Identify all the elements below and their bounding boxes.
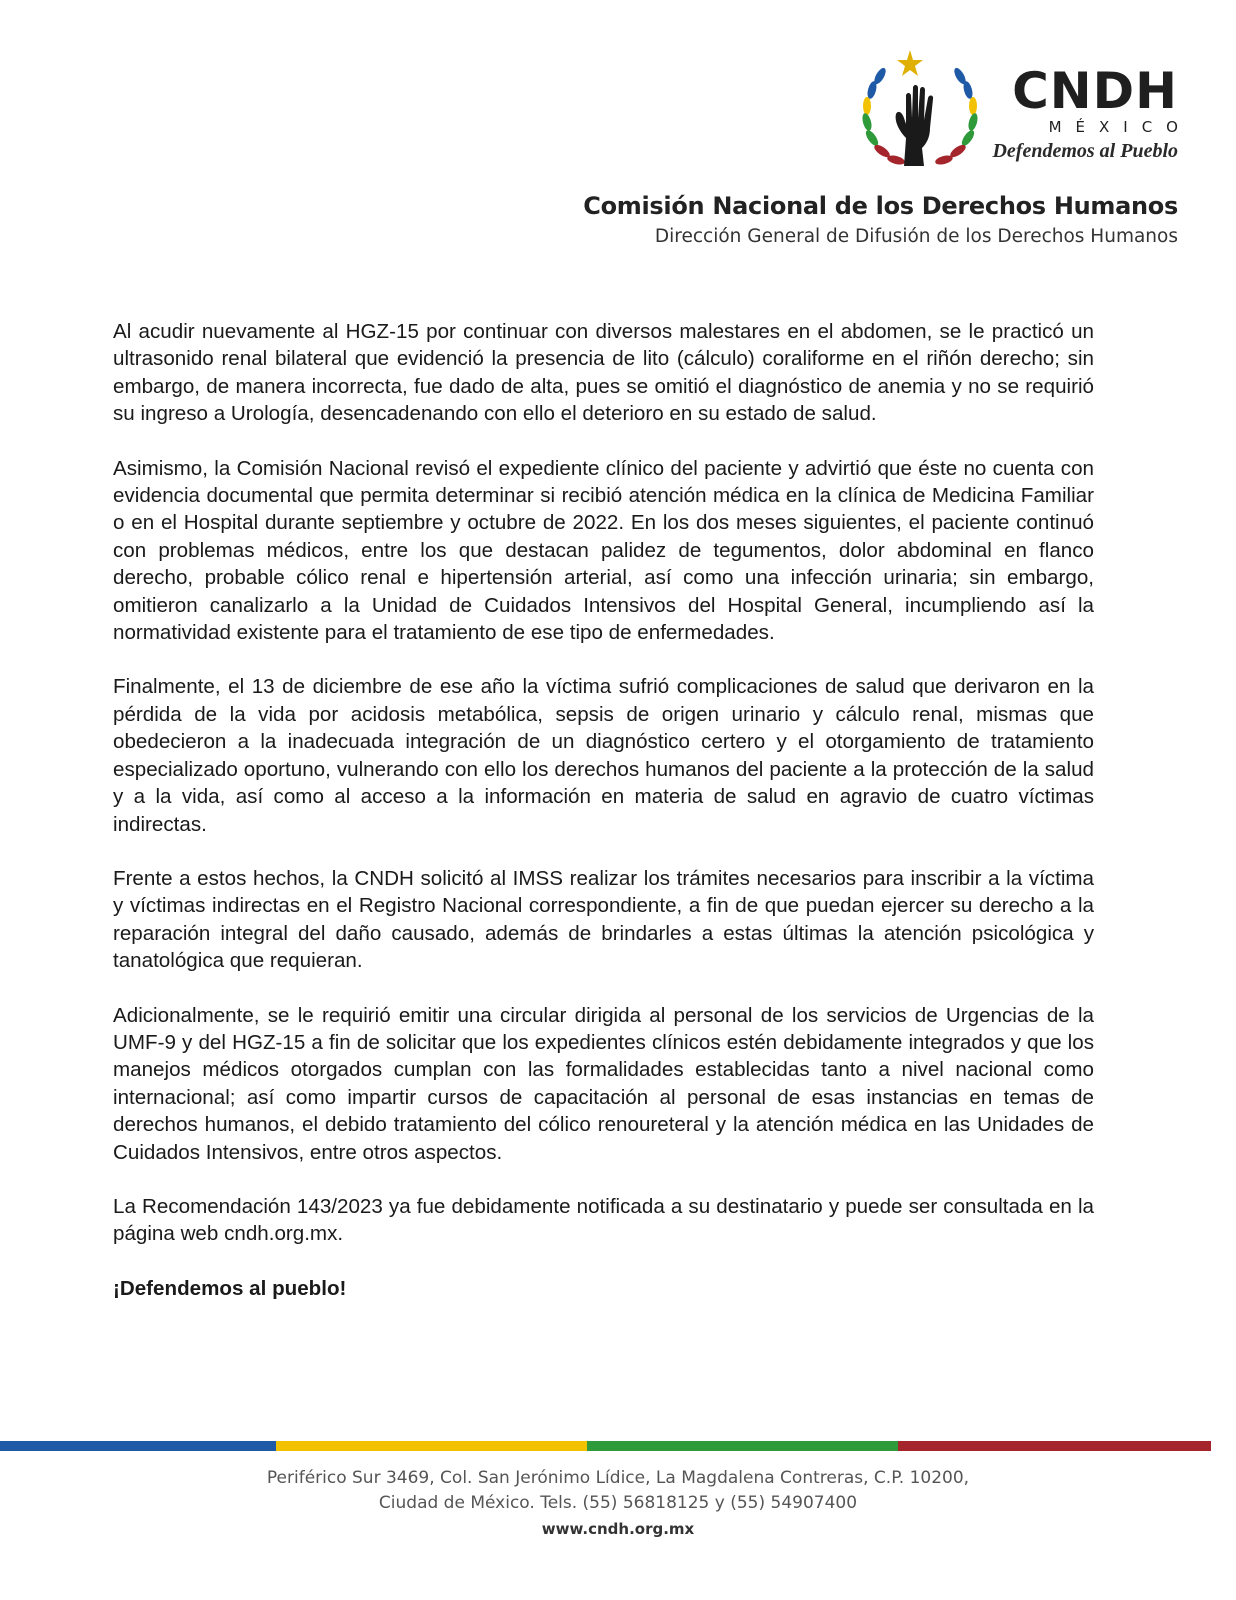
department-subtitle: Dirección General de Difusión de los Derechos Humanos — [654, 226, 1178, 247]
closing-slogan: ¡Defendemos al pueblo! — [113, 1276, 347, 1300]
footer-stripe-green — [587, 1441, 898, 1451]
footer-address-line-2: Ciudad de México. Tels. (55) 56818125 y (55) 54907400 — [378, 1493, 858, 1513]
paragraph-1: Al acudir nuevamente al HGZ-15 por continuar con diversos malestares en el abdomen, se le practicó un ultrasonido renal bilateral que evidenció la presencia de lito (cálculo) coraliforme en el riñón derecho; sin embargo, de manera incorrecta, fue dado de alta, pues se omitió el diagnóstico de anemia y no se requirió su ingreso a Urología, desencadenando con ello el deterioro en su estado de salud. — [113, 320, 1094, 426]
paragraph-2: Asimismo, la Comisión Nacional revisó el expediente clínico del paciente y advirtió que éste no cuenta con evidencia documental que permita determinar si recibió atención médica en la clínica de Medicina Familiar o en el Hospital durante septiembre y octubre de 2022. En los dos meses siguientes, el paciente continuó con problemas médicos, entre los que destacan palidez de tegumentos, dolor abdominal en flanco derecho, probable cólico renal e hipertensión arterial, así como una infección urinaria; sin embargo, omitieron canalizarlo a la Unidad de Cuidados Intensivos del Hospital General, incumpliendo así la normatividad existente para el tratamiento de ese tipo de enfermedades. — [113, 456, 1094, 645]
footer-stripe-yellow — [276, 1441, 587, 1451]
hand-icon — [896, 85, 934, 166]
paragraph-3: Finalmente, el 13 de diciembre de ese año la víctima sufrió complicaciones de salud que derivaron en la pérdida de la vida por acidosis metabólica, sepsis de origen urinario y cálculo renal, mismas que obedecieron a la inadecuada integración de un diagnóstico certero y el otorgamiento de tratamiento especializado oportuno, vulnerando con ello los derechos humanos del paciente a la protección de la salud y a la vida, así como al acceso a la información en materia de salud en agravio de cuatro víctimas indirectas. — [113, 675, 1094, 836]
brand-name: CNDH — [1012, 62, 1178, 120]
organization-title: Comisión Nacional de los Derechos Humanos — [583, 192, 1178, 220]
brand-block — [988, 62, 1192, 163]
footer-website-link[interactable]: www.cndh.org.mx — [541, 1520, 695, 1538]
footer-address-line-1: Periférico Sur 3469, Col. San Jerónimo Lídice, La Magdalena Contreras, C.P. 10200, — [266, 1468, 970, 1488]
paragraph-6: La Recomendación 143/2023 ya fue debidamente notificada a su destinatario y puede ser consultada en la página web cndh.org.mx. — [113, 1194, 1094, 1246]
footer — [0, 1466, 1236, 1542]
footer-stripe-blue — [0, 1441, 276, 1451]
press-release-body — [113, 318, 1094, 1329]
raised-hand-emblem-icon — [860, 48, 1000, 178]
footer-stripe-red — [898, 1441, 1211, 1451]
cndh-logo — [860, 48, 1192, 178]
right-laurel-icon — [934, 66, 979, 166]
paragraph-5: Adicionalmente, se le requirió emitir una circular dirigida al personal de los servicios de Urgencias de la UMF-9 y del HGZ-15 a fin de solicitar que los expedientes clínicos estén debidamente integrados y que los manejos médicos otorgados cumplan con las formalidades establecidas tanto a nivel nacional como internacional; así como impartir cursos de capacitación al personal de esas instancias en temas de derechos humanos, el debido tratamiento del cólico renoureteral y la atención médica en las Unidades de Cuidados Intensivos, entre otros aspectos. — [113, 1003, 1094, 1164]
star-icon — [897, 50, 923, 76]
brand-country: MÉXICO — [1048, 118, 1192, 136]
paragraph-4: Frente a estos hechos, la CNDH solicitó al IMSS realizar los trámites necesarios para inscribir a la víctima y víctimas indirectas en el Registro Nacional correspondiente, a fin de que puedan ejercer su derecho a la reparación integral del daño causado, además de brindarles a estas últimas la atención psicológica y tanatológica que requieran. — [113, 866, 1094, 973]
brand-slogan: Defendemos al Pueblo — [992, 140, 1178, 162]
